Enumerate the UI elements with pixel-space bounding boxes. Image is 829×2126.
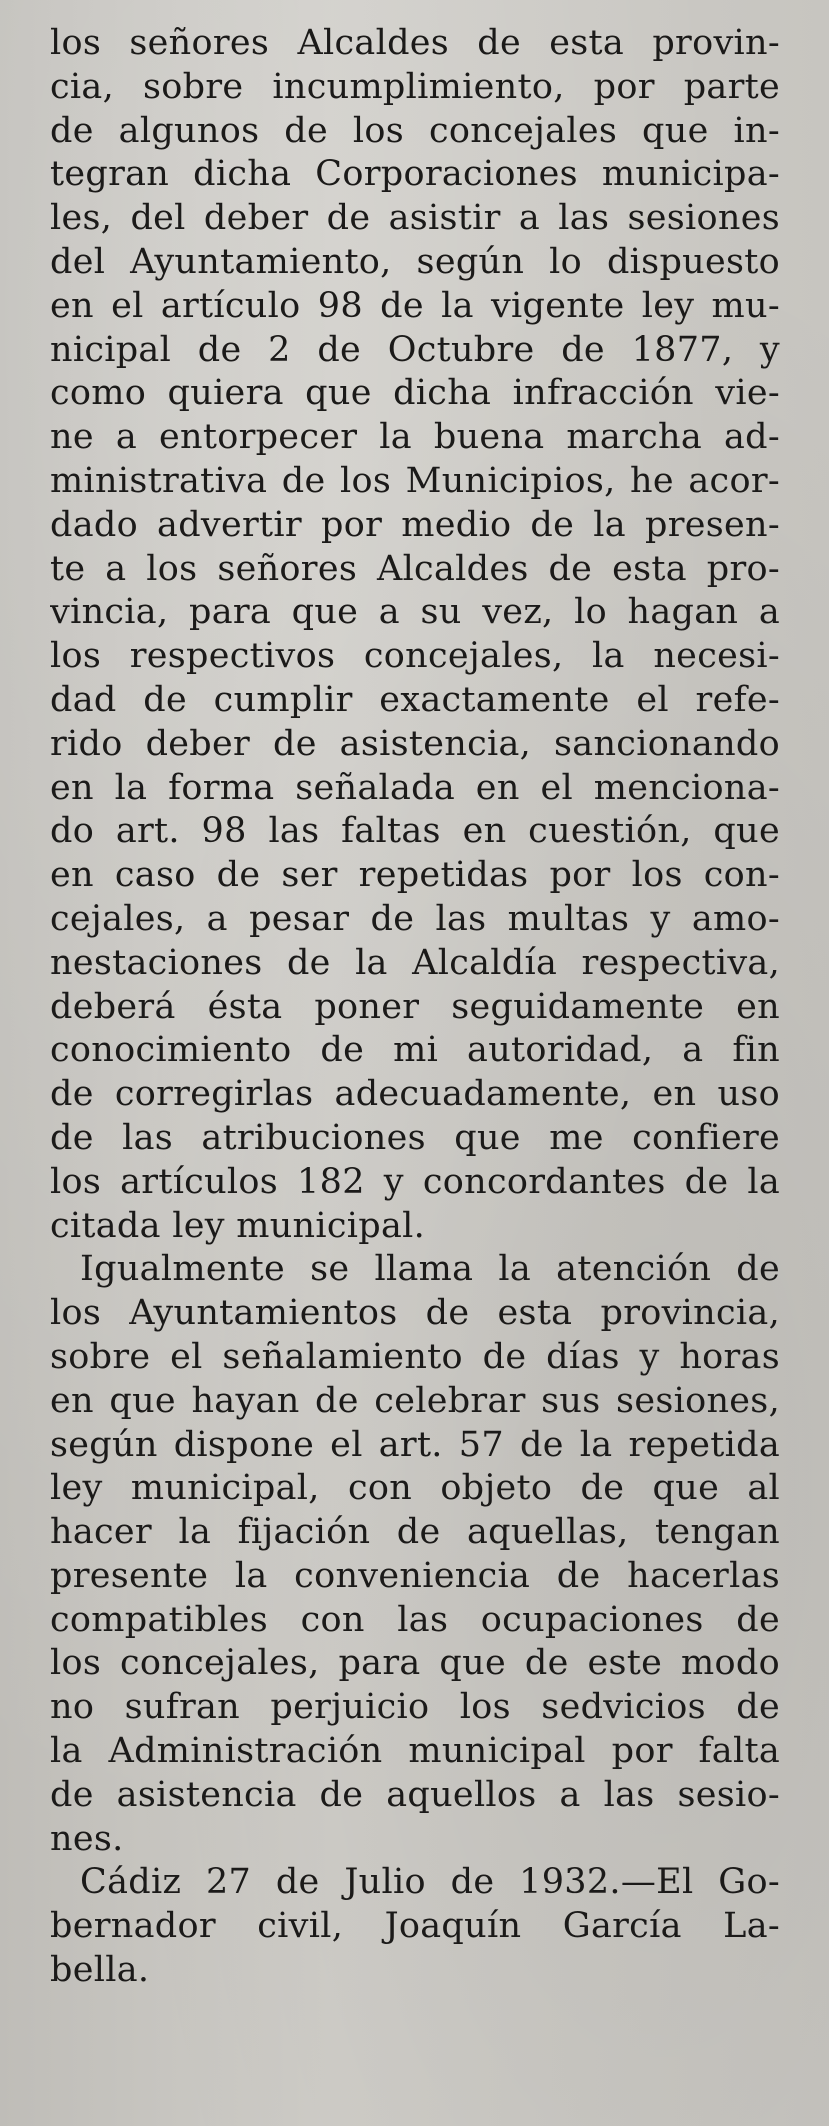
text-line: conocimiento de mi autoridad, a fin (50, 1030, 780, 1071)
text-line: rido deber de asistencia, sancionando (50, 723, 780, 764)
text-line: del Ayuntamiento, según lo dispuesto (50, 241, 780, 282)
text-line: Igualmente se llama la atención de (80, 1249, 780, 1290)
text-line: hacer la fijación de aquellas, tengan (50, 1512, 780, 1553)
text-line: de corregirlas adecuadamente, en uso (50, 1074, 780, 1115)
text-line: de las atribuciones que me confiere (50, 1117, 780, 1158)
text-line: cejales, a pesar de las multas y amo- (50, 898, 780, 939)
text-line: los artículos 182 y concordantes de la (50, 1161, 780, 1202)
text-line: deberá ésta poner seguidamente en (50, 986, 780, 1027)
text-column (50, 22, 780, 1993)
text-line: do art. 98 las faltas en cuestión, que (50, 811, 780, 852)
text-line: cia, sobre incumplimiento, por parte (50, 66, 780, 107)
text-line: de asistencia de aquellos a las sesio- (50, 1774, 780, 1815)
text-line: nestaciones de la Alcaldía respectiva, (50, 942, 780, 983)
text-line: en que hayan de celebrar sus sesiones, (50, 1380, 780, 1421)
text-line: la Administración municipal por falta (50, 1731, 780, 1772)
text-line: nes. (50, 1818, 124, 1859)
text-line: en la forma señalada en el menciona- (50, 767, 780, 808)
text-line: compatibles con las ocupaciones de (50, 1599, 780, 1640)
text-line: les, del deber de asistir a las sesiones (50, 198, 780, 239)
text-line: los Ayuntamientos de esta provincia, (50, 1293, 780, 1334)
text-line: los señores Alcaldes de esta provin- (50, 23, 780, 63)
text-line: en caso de ser repetidas por los con- (50, 855, 780, 896)
text-line: como quiera que dicha infracción vie- (50, 373, 780, 414)
signature-line: Cádiz 27 de Julio de 1932.—El Go- (80, 1862, 780, 1903)
text-line: no sufran perjuicio los sedvicios de (50, 1687, 780, 1728)
text-line: citada ley municipal. (50, 1205, 426, 1246)
text-line: dado advertir por medio de la presen- (50, 504, 780, 545)
text-line: presente la conveniencia de hacerlas (50, 1555, 780, 1596)
text-line: vincia, para que a su vez, lo hagan a (50, 592, 780, 633)
text-line: en el artículo 98 de la vigente ley mu- (50, 285, 780, 326)
text-line: los respectivos concejales, la necesi- (50, 636, 780, 677)
text-line: tegran dicha Corporaciones municipa- (50, 154, 780, 195)
text-line: sobre el señalamiento de días y horas (50, 1336, 780, 1377)
signature-line: bernador civil, Joaquín García La- (50, 1906, 780, 1947)
text-line: ministrativa de los Municipios, he acor- (50, 460, 780, 501)
signature-line: bella. (50, 1950, 150, 1991)
text-line: de algunos de los concejales que in- (50, 110, 780, 151)
text-line: ley municipal, con objeto de que al (50, 1468, 780, 1509)
text-line: dad de cumplir exactamente el refe- (50, 679, 780, 720)
text-line: nicipal de 2 de Octubre de 1877, y (50, 329, 780, 370)
text-line: ne a entorpecer la buena marcha ad- (50, 417, 780, 458)
text-line: los concejales, para que de este modo (50, 1643, 780, 1684)
text-line: te a los señores Alcaldes de esta pro- (50, 548, 780, 589)
text-line: según dispone el art. 57 de la repetida (50, 1424, 780, 1465)
